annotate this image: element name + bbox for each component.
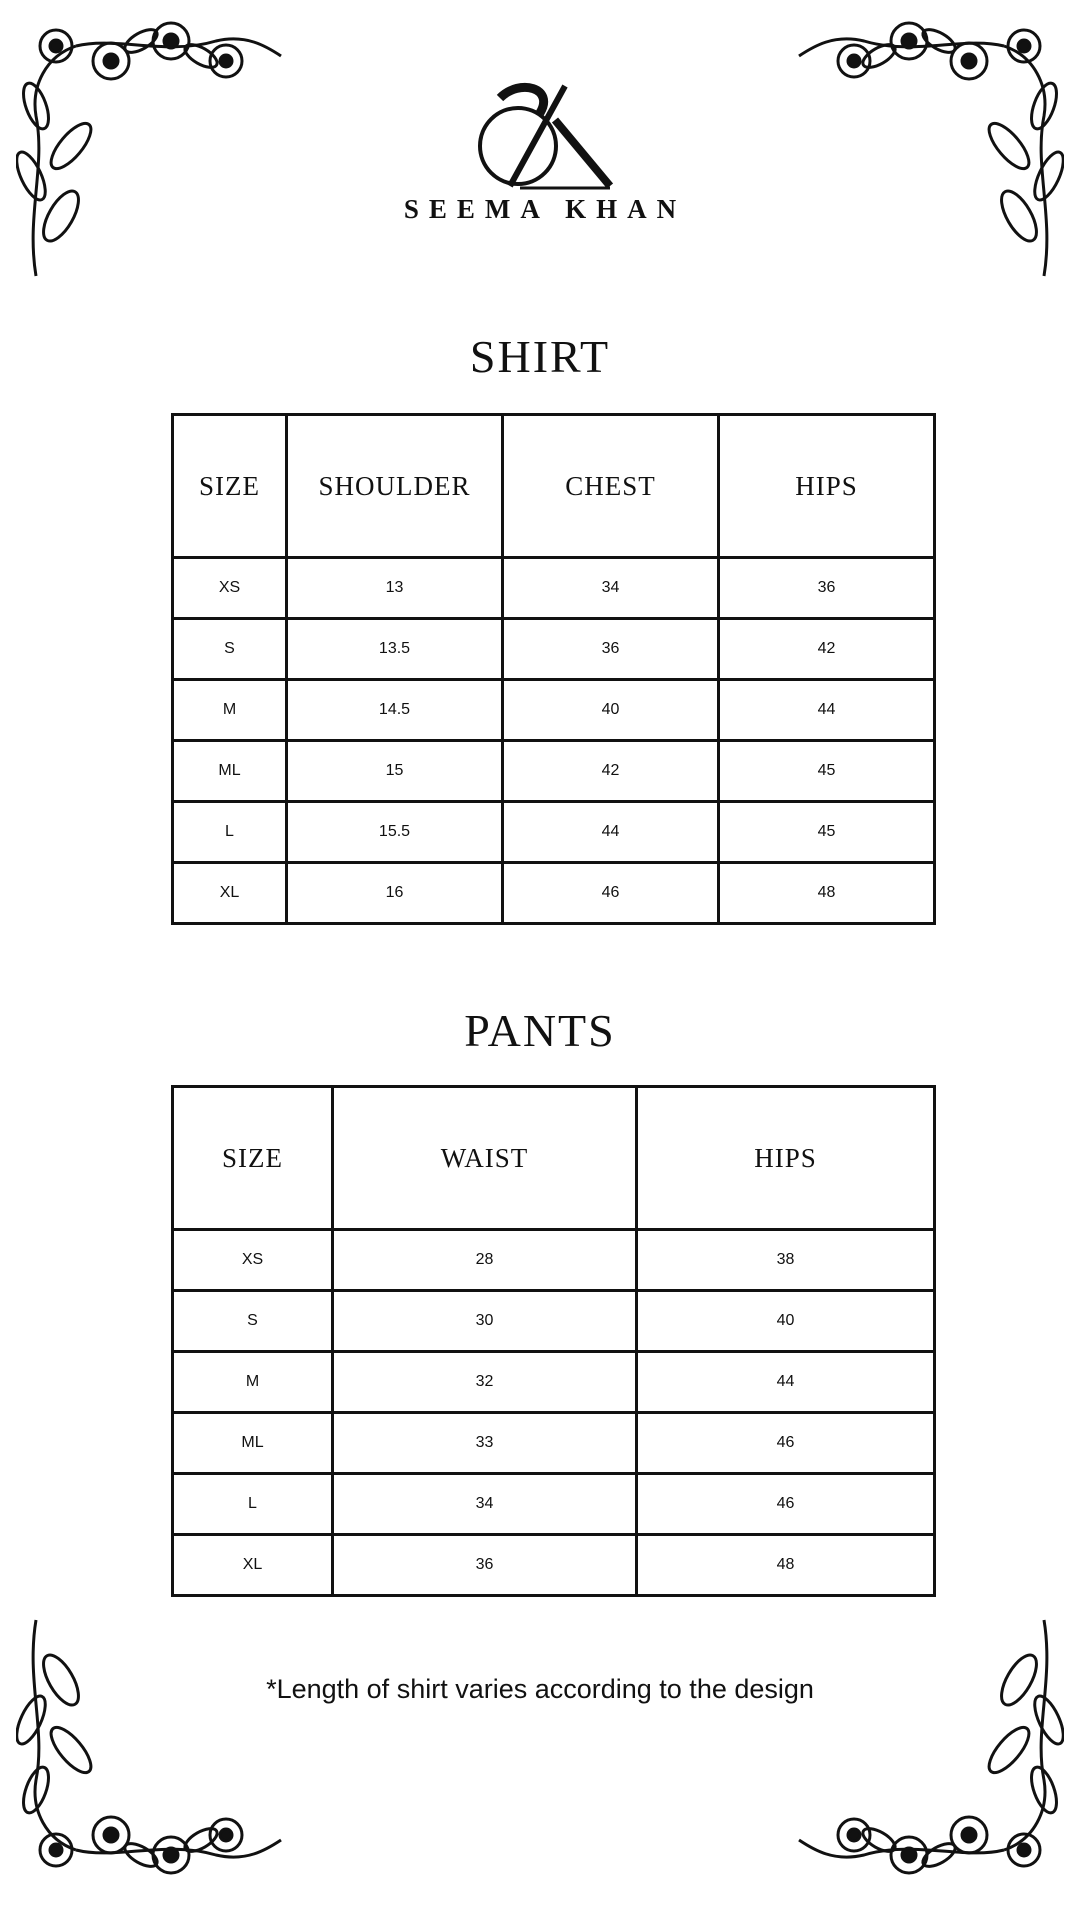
table-row [173, 558, 935, 619]
table-cell: 46 [503, 863, 719, 924]
table-cell: 33 [333, 1413, 637, 1474]
table-cell: 13.5 [287, 619, 503, 680]
brand-name: SEEMA KHAN [403, 194, 687, 224]
column-header: WAIST [333, 1087, 637, 1230]
table-cell: 34 [503, 558, 719, 619]
table-cell: 42 [719, 619, 935, 680]
shirt-title: SHIRT [469, 331, 611, 382]
table-cell: 48 [637, 1535, 935, 1596]
table-cell: 34 [333, 1474, 637, 1535]
table-cell: 45 [719, 802, 935, 863]
table-row [173, 1413, 935, 1474]
table-cell: 30 [333, 1291, 637, 1352]
table-cell: S [173, 619, 287, 680]
table-cell: 46 [637, 1474, 935, 1535]
table-cell: 48 [719, 863, 935, 924]
column-header: SHOULDER [287, 415, 503, 558]
table-cell: 40 [637, 1291, 935, 1352]
table-cell: 38 [637, 1230, 935, 1291]
table-row [173, 863, 935, 924]
table-header-row [173, 415, 935, 558]
table-header-row [173, 1087, 935, 1230]
table-cell: XL [173, 863, 287, 924]
table-cell: L [173, 802, 287, 863]
table-cell: 46 [637, 1413, 935, 1474]
table-cell: 14.5 [287, 680, 503, 741]
table-cell: 15 [287, 741, 503, 802]
table-row [173, 1291, 935, 1352]
table-cell: 44 [719, 680, 935, 741]
table-row [173, 680, 935, 741]
table-cell: 13 [287, 558, 503, 619]
table-cell: ML [173, 1413, 333, 1474]
table-cell: 44 [503, 802, 719, 863]
column-header: HIPS [637, 1087, 935, 1230]
table-row [173, 619, 935, 680]
table-row [173, 741, 935, 802]
floral-corner-icon [16, 1610, 286, 1880]
pants-size-table [171, 1085, 936, 1597]
table-cell: 36 [719, 558, 935, 619]
table-row [173, 802, 935, 863]
sk-monogram-logo [460, 78, 620, 190]
table-cell: 16 [287, 863, 503, 924]
table-cell: M [173, 1352, 333, 1413]
shirt-size-table [171, 413, 936, 925]
table-cell: XL [173, 1535, 333, 1596]
shirt-length-note: *Length of shirt varies according to the design [266, 1674, 814, 1704]
table-cell: 28 [333, 1230, 637, 1291]
table-cell: ML [173, 741, 287, 802]
table-row [173, 1352, 935, 1413]
table-cell: 15.5 [287, 802, 503, 863]
table-cell: S [173, 1291, 333, 1352]
table-cell: 45 [719, 741, 935, 802]
table-row [173, 1474, 935, 1535]
column-header: SIZE [173, 415, 287, 558]
table-cell: 32 [333, 1352, 637, 1413]
table-cell: XS [173, 558, 287, 619]
column-header: SIZE [173, 1087, 333, 1230]
table-cell: XS [173, 1230, 333, 1291]
table-cell: 36 [333, 1535, 637, 1596]
pants-title: PANTS [464, 1005, 616, 1056]
table-row [173, 1535, 935, 1596]
column-header: CHEST [503, 415, 719, 558]
table-cell: 44 [637, 1352, 935, 1413]
table-cell: 40 [503, 680, 719, 741]
floral-corner-icon [794, 1610, 1064, 1880]
table-cell: L [173, 1474, 333, 1535]
column-header: HIPS [719, 415, 935, 558]
table-cell: 36 [503, 619, 719, 680]
table-cell: M [173, 680, 287, 741]
brand-logo [0, 78, 1080, 225]
table-cell: 42 [503, 741, 719, 802]
table-row [173, 1230, 935, 1291]
